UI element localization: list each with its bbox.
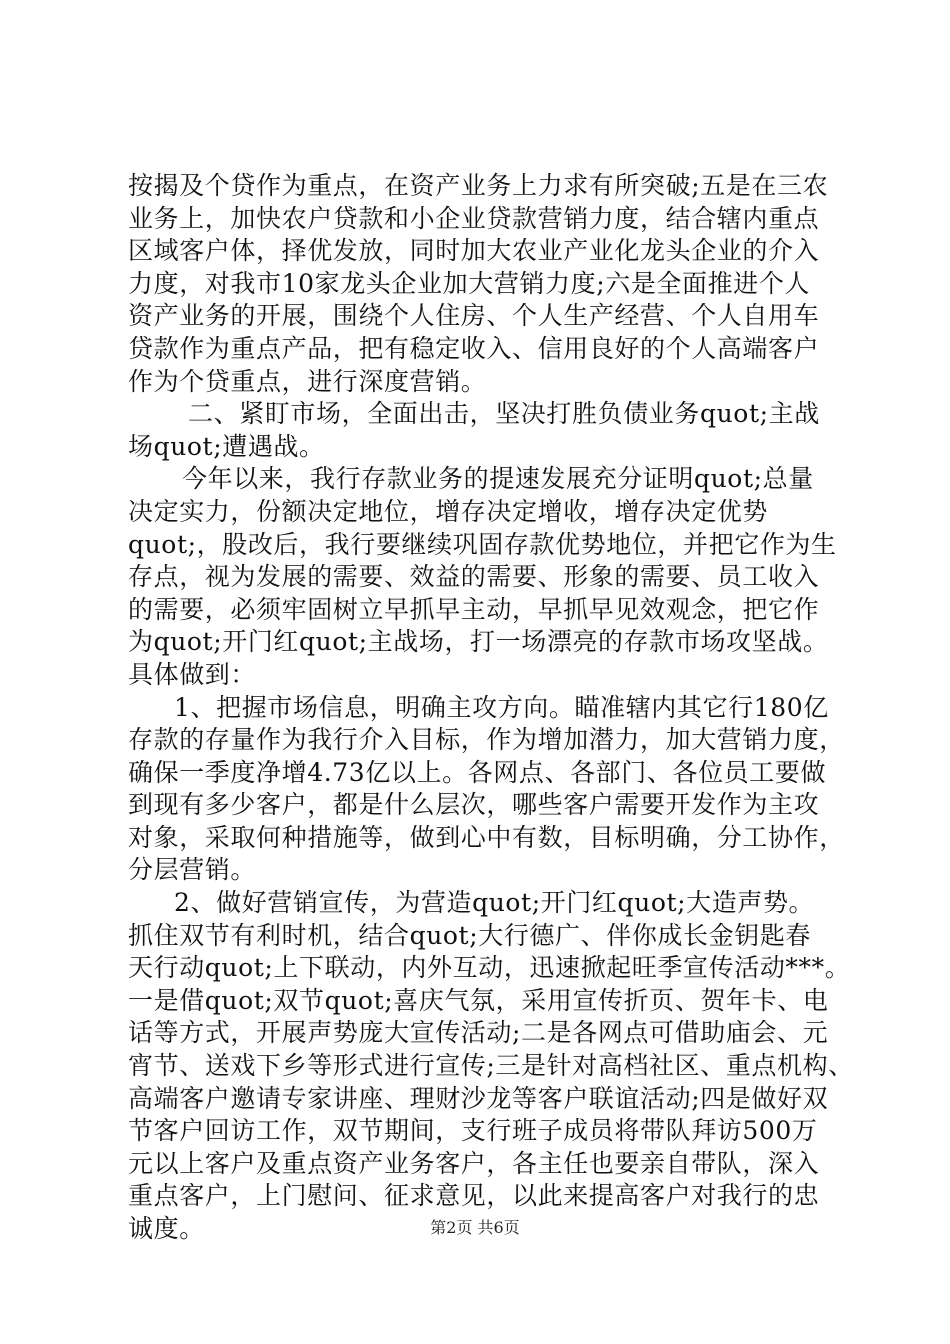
list-item-heading: 1、把握市场信息，明确主攻方向。瞄准辖内其它行180亿 xyxy=(174,692,829,722)
page-number-footer: 第2页 共6页 xyxy=(430,1218,520,1237)
text-line: 元以上客户及重点资产业务客户，各主任也要亲自带队，深入 xyxy=(128,1148,820,1178)
text-line: 力度，对我市10家龙头企业加大营销力度;六是全面推进个人 xyxy=(128,268,811,298)
text-line: 业务上，加快农户贷款和小企业贷款营销力度，结合辖内重点 xyxy=(128,203,820,233)
text-line: 确保一季度净增4.73亿以上。各网点、各部门、各位员工要做 xyxy=(128,757,827,787)
paragraph-start: 今年以来，我行存款业务的提速发展充分证明quot;总量 xyxy=(182,464,814,494)
text-line: 存款的存量作为我行介入目标，作为增加潜力，加大营销力度， xyxy=(128,725,845,755)
text-line: 宵节、送戏下乡等形式进行宣传;三是针对高档社区、重点机构、 xyxy=(128,1051,854,1081)
text-line: 到现有多少客户，都是什么层次，哪些客户需要开发作为主攻 xyxy=(128,790,820,820)
text-line: 存点，视为发展的需要、效益的需要、形象的需要、员工收入 xyxy=(128,562,820,592)
text-line: 高端客户邀请专家讲座、理财沙龙等客户联谊活动;四是做好双 xyxy=(128,1083,829,1113)
text-line: 诚度。 xyxy=(128,1214,205,1243)
text-line: 节客户回访工作，双节期间，支行班子成员将带队拜访500万 xyxy=(128,1116,818,1146)
text-line: 决定实力，份额决定地位，增存决定增收，增存决定优势 xyxy=(128,496,769,526)
section-heading: 二、紧盯市场，全面出击，坚决打胜负债业务quot;主战 xyxy=(188,399,820,429)
text-line: 分层营销。 xyxy=(128,855,257,885)
text-line: 具体做到： xyxy=(128,659,257,689)
text-line: 话等方式，开展声势庞大宣传活动;二是各网点可借助庙会、元 xyxy=(128,1018,829,1048)
text-line: 天行动quot;上下联动，内外互动，迅速掀起旺季宣传活动***。 xyxy=(128,953,851,983)
text-line: 重点客户，上门慰问、征求意见，以此来提高客户对我行的忠 xyxy=(128,1181,820,1211)
text-line: 一是借quot;双节quot;喜庆气氛，采用宣传折页、贺年卡、电 xyxy=(128,985,829,1015)
text-line: 场quot;遭遇战。 xyxy=(128,431,325,461)
text-line: 的需要，必须牢固树立早抓早主动，早抓早见效观念，把它作 xyxy=(128,594,820,624)
text-line: 区域客户体，择优发放，同时加大农业产业化龙头企业的介入 xyxy=(128,236,820,266)
text-line: 抓住双节有利时机，结合quot;大行德广、伴你成长金钥匙春 xyxy=(128,920,812,950)
text-line: quot;，股改后，我行要继续巩固存款优势地位，并把它作为生 xyxy=(128,529,837,559)
text-line: 对象，采取何种措施等，做到心中有数，目标明确，分工协作， xyxy=(128,822,845,852)
list-item-heading: 2、做好营销宣传，为营造quot;开门红quot;大造声势。 xyxy=(174,888,815,918)
text-line: 作为个贷重点，进行深度营销。 xyxy=(128,366,487,396)
text-line: 按揭及个贷作为重点，在资产业务上力求有所突破;五是在三农 xyxy=(128,171,829,200)
document-body xyxy=(128,170,854,1246)
text-line: 贷款作为重点产品，把有稳定收入、信用良好的个人高端客户 xyxy=(128,333,820,363)
text-line: 资产业务的开展，围绕个人住房、个人生产经营、个人自用车 xyxy=(128,301,820,331)
text-line: 为quot;开门红quot;主战场，打一场漂亮的存款市场攻坚战。 xyxy=(128,627,829,657)
